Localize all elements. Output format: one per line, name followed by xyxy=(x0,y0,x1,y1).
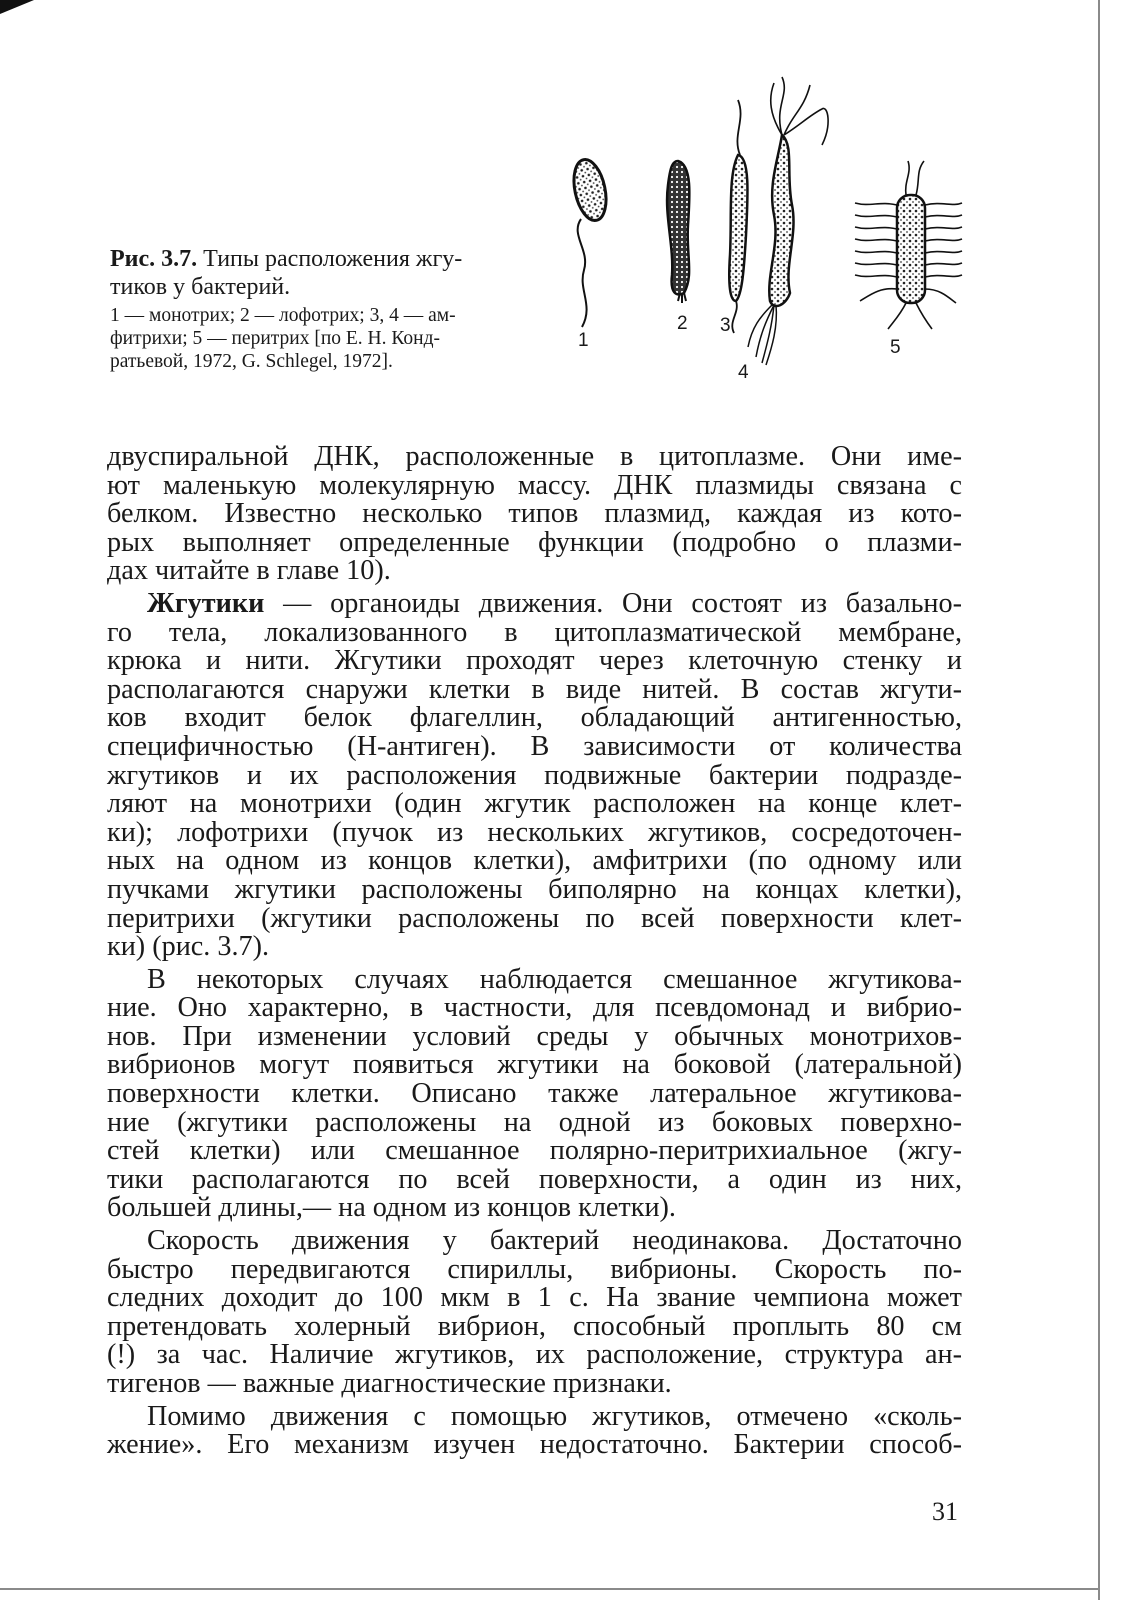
lophotrich-bacterium xyxy=(667,161,689,303)
text-line: располагаются снаружи клетки в виде нитей. В состав жгути- xyxy=(107,673,962,705)
figure-number-5: 5 xyxy=(890,337,901,358)
page-edge-right xyxy=(1098,0,1100,1600)
amphitrich-bacterium-tufts xyxy=(748,77,828,365)
text-line: го тела, локализованного в цитоплазматической мембране, xyxy=(107,616,962,648)
paragraph-speed xyxy=(107,1227,962,1399)
term-flagella: Жгутики xyxy=(147,587,265,619)
text-line: Скорость движения у бактерий неодинакова. Достаточно xyxy=(147,1225,962,1257)
text-line: тигенов — важные диагностические признаки. xyxy=(107,1368,672,1399)
amphitrich-bacterium-single xyxy=(729,100,747,333)
text-line: следних доходит до 100 мкм в 1 с. На звание чемпиона может xyxy=(107,1282,962,1314)
text-line: (!) за час. Наличие жгутиков, их расположение, структура ан- xyxy=(107,1339,962,1371)
text-line: ют маленькую молекулярную массу. ДНК плазмиды связана с xyxy=(107,469,962,501)
paragraph-flagella xyxy=(107,587,962,963)
text-line: поверхности клетки. Описано также латеральное жгутикова- xyxy=(107,1078,962,1110)
text-line: ние. Оно характерно, в частности, для псевдомонад и вибрио- xyxy=(107,992,962,1024)
paragraph-gliding xyxy=(107,1400,962,1461)
text-line: белком. Известно несколько типов плазмид, каждая из кото- xyxy=(107,498,962,530)
text-line: двуспиральной ДНК, расположенные в цитоплазме. Они име- xyxy=(107,441,962,472)
text-line: ных на одном из концов клетки), амфитрихи (по одному или xyxy=(107,845,962,877)
bacteria-illustration xyxy=(560,65,980,395)
text-line: жгутиков и их расположения подвижные бактерии подразде- xyxy=(107,759,962,791)
caption-legend-line2: фитрихи; 5 — перитрих [по Е. Н. Конд- xyxy=(110,328,441,349)
monotrich-bacterium xyxy=(569,157,611,327)
flagella-figure xyxy=(560,65,980,395)
paragraph-plasmids xyxy=(107,443,962,586)
scan-corner-mark xyxy=(0,0,40,20)
text-line: большей длины,— на одном из концов клетки). xyxy=(107,1192,676,1224)
text-line: тики располагаются по всей поверхности, а один из них, xyxy=(107,1163,962,1195)
caption-legend xyxy=(110,304,550,373)
text-line: В некоторых случаях наблюдается смешанное жгутикова- xyxy=(147,963,962,995)
text-line: ляют на монотрихи (один жгутик расположен на конце клет- xyxy=(107,788,962,820)
figure-number-3: 3 xyxy=(720,315,731,336)
text-line: нов. При изменении условий среды у обычных монотрихов- xyxy=(107,1020,962,1052)
text-line: ки) (рис. 3.7). xyxy=(107,931,270,963)
text-line: ки); лофотрихи (пучок из нескольких жгутиков, сосредоточен- xyxy=(107,816,962,848)
text-line: жение». Его механизм изучен недостаточно. Бактерии способ- xyxy=(107,1429,962,1461)
text-line: быстро передвигаются спириллы, вибрионы. Скорость по- xyxy=(107,1253,962,1285)
text-line: дах читайте в главе 10). xyxy=(107,555,391,587)
text-line: ков входит белок флагеллин, обладающий антигенностью, xyxy=(107,702,962,734)
caption-title xyxy=(110,245,550,301)
figure-number-1: 1 xyxy=(578,330,589,351)
figure-number-2: 2 xyxy=(677,313,688,334)
text-line: Помимо движения с помощью жгутиков, отмечено «сколь- xyxy=(147,1400,962,1432)
caption-title-line1: Типы расположения жгу- xyxy=(203,246,463,272)
text-line: рых выполняет определенные функции (подробно о плазми- xyxy=(107,526,962,558)
text-line: специфичностью (Н-антиген). В зависимости от количества xyxy=(107,730,962,762)
caption-legend-line3: ратьевой, 1972, G. Schlegel, 1972]. xyxy=(110,351,393,372)
page-edge-bottom xyxy=(0,1588,1100,1590)
peritrich-bacterium xyxy=(855,161,962,329)
text-fragment: — органоиды движения. Они состоят из базально- xyxy=(264,587,962,619)
body-text xyxy=(107,443,962,1460)
page-number: 31 xyxy=(932,1497,958,1526)
figure-number-4: 4 xyxy=(738,362,749,383)
text-line: крюка и нити. Жгутики проходят через клеточную стенку и xyxy=(107,645,962,677)
text-line: стей клетки) или смешанное полярно-перитрихиальное (жгу- xyxy=(107,1135,962,1167)
text-line: претендовать холерный вибрион, способный проплыть 80 см xyxy=(107,1310,962,1342)
text-line: пучками жгутики расположены биполярно на концах клетки), xyxy=(107,873,962,905)
figure-caption xyxy=(110,245,550,373)
text-line: ние (жгутики расположены на одной из боковых поверхно- xyxy=(107,1106,962,1138)
figure-label: Рис. 3.7. xyxy=(110,246,198,272)
text-line xyxy=(107,587,962,619)
caption-legend-line1: 1 — монотрих; 2 — лофотрих; 3, 4 — ам- xyxy=(110,305,456,326)
caption-title-line2: тиков у бактерий. xyxy=(110,274,291,300)
text-line: вибрионов могут появиться жгутики на боковой (латеральной) xyxy=(107,1049,962,1081)
text-line: перитрихи (жгутики расположены по всей поверхности клет- xyxy=(107,902,962,934)
paragraph-mixed-flagellation xyxy=(107,963,962,1224)
